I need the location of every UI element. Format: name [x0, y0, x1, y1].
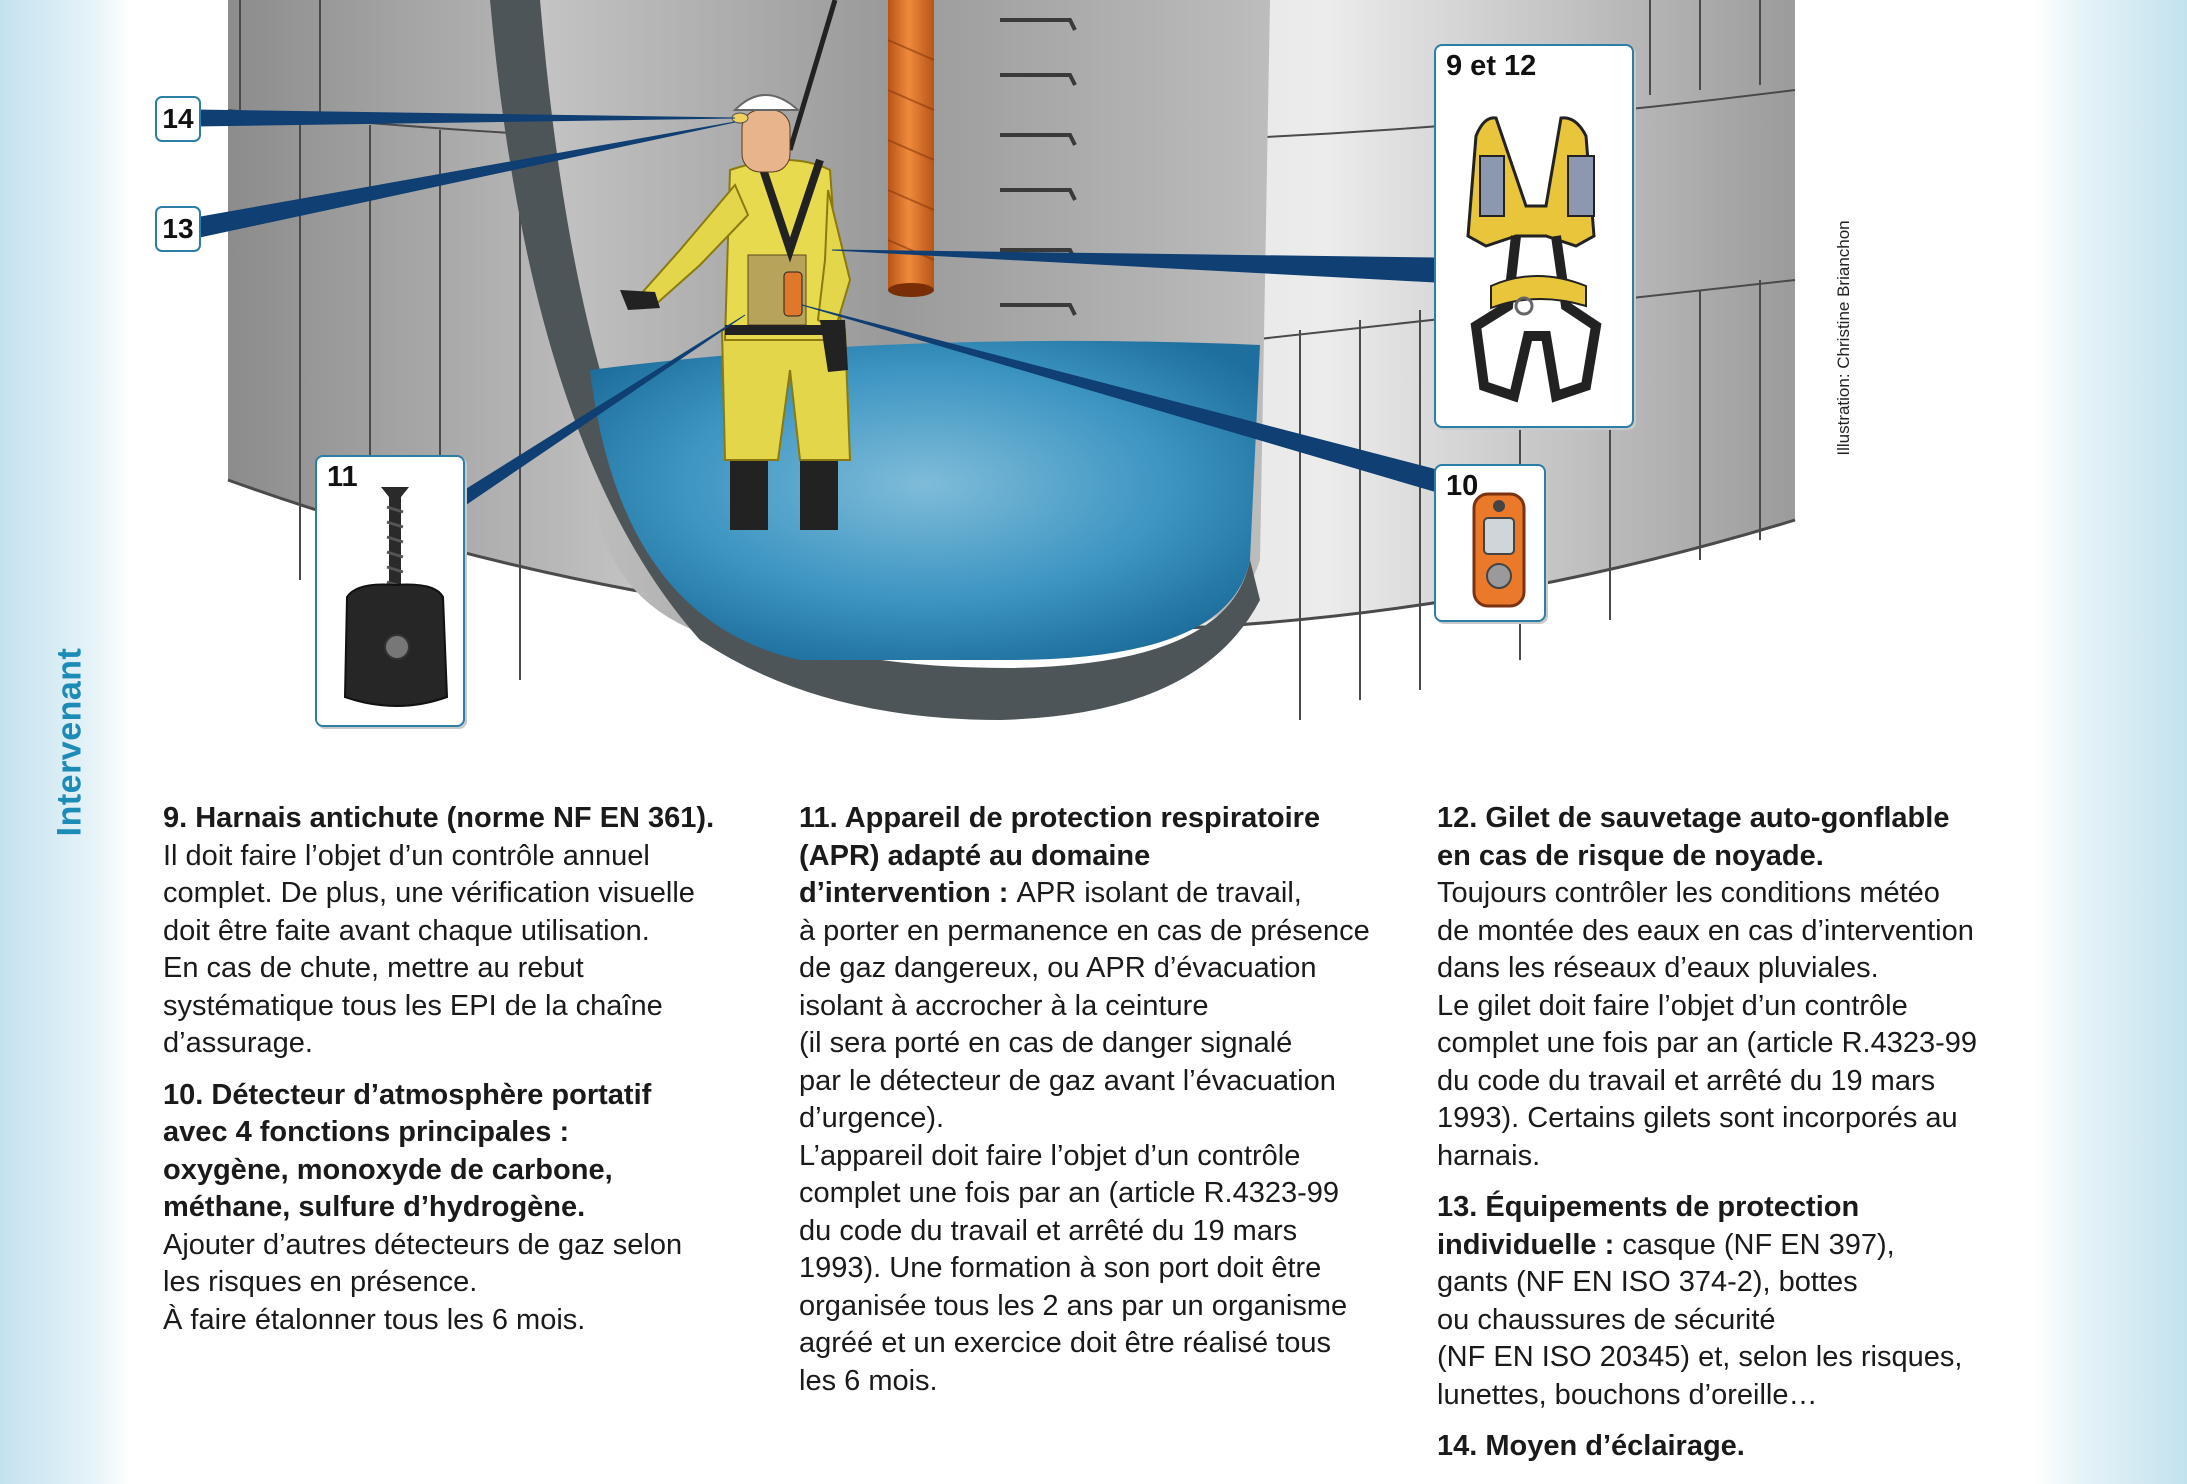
callout-harness-vest-label: 9 et 12	[1446, 50, 1537, 82]
callout-respirator	[315, 455, 465, 727]
item-11: 11. Appareil de protection respiratoire (APR) adapté au domaine d’intervention : APR isolant de travail, à porter en permanence en cas de présence de gaz dangereux, ou APR d’évacuation isolant à accrocher à la ceinture (il sera porté en cas de danger signalé par le détecteur de gaz avant l’évacuation d’urgence). L’appareil doit faire l’objet d’un contrôle complet une fois par an (article R.4323-99 du code du travail et arrêté du 19 mars 1993). Une formation à son port doit être organisée tous les 2 ans par un organisme agréé et un exercice doit être réalisé tous les 6 mois.	[799, 802, 1370, 1397]
item-10-title: 10. Détecteur d’atmosphère portatif avec 4 fonctions principales : oxygène, monoxyde de carbone, méthane, sulfure d’hydrogène.	[163, 1078, 652, 1223]
item-9-title: 9. Harnais antichute (norme NF EN 361).	[163, 802, 715, 834]
item-12-title: 12. Gilet de sauvetage auto-gonflable en cas de risque de noyade.	[1437, 802, 1950, 872]
item-12: 12. Gilet de sauvetage auto-gonflable en cas de risque de noyade. Toujours contrôler les conditions météo de montée des eaux en cas d’intervention dans les réseaux d’eaux pluviales. Le gilet doit faire l’objet d’un contrôle complet une fois par an (article R.4323-99 du code du travail et arrêté du 19 mars 1993). Certains gilets sont incorporés au harnais.	[1437, 802, 1978, 1172]
item-9: 9. Harnais antichute (norme NF EN 361). Il doit faire l’objet d’un contrôle annuel complet. De plus, une vérification visuelle doit être faite avant chaque utilisation. En cas de chute, mettre au rebut systématique tous les EPI de la chaîne d’assurage.	[163, 802, 715, 1059]
item-13: 13. Équipements de protection individuelle : casque (NF EN 397), gants (NF EN ISO 374-2), bottes ou chaussures de sécurité (NF EN ISO 20345) et, selon les risques, lunettes, bouchons d’oreille…	[1437, 1191, 1963, 1411]
item-11-title: 11. Appareil de protection respiratoire (APR) adapté au domaine d’intervention :	[799, 802, 1321, 909]
item-14	[1437, 1428, 2037, 1466]
callout-respirator-label: 11	[327, 461, 358, 493]
callout-ppe-badge: 13	[155, 206, 201, 252]
illustration-credit: Illustration: Christine Brianchon	[1834, 220, 1853, 456]
text-column-1	[163, 800, 763, 1353]
text-column-3	[1437, 800, 2037, 1480]
callout-gas-detector-label: 10	[1446, 470, 1479, 502]
section-title: Intervenant	[50, 647, 89, 837]
item-13-title: 13. Équipements de protection individuelle :	[1437, 1191, 1860, 1261]
callout-harness-vest	[1434, 44, 1634, 428]
text-column-2	[799, 800, 1419, 1414]
callout-lighting-badge: 14	[155, 96, 201, 142]
harness-vest-image	[1436, 46, 1632, 426]
respirator-image	[317, 457, 463, 725]
item-14-title: 14. Moyen d’éclairage.	[1437, 1430, 1745, 1462]
callout-gas-detector	[1434, 464, 1546, 622]
item-10: 10. Détecteur d’atmosphère portatif avec 4 fonctions principales : oxygène, monoxyde de carbone, méthane, sulfure d’hydrogène. Ajouter d’autres détecteurs de gaz selon les risques en présence. À faire étalonner tous les 6 mois.	[163, 1078, 683, 1336]
